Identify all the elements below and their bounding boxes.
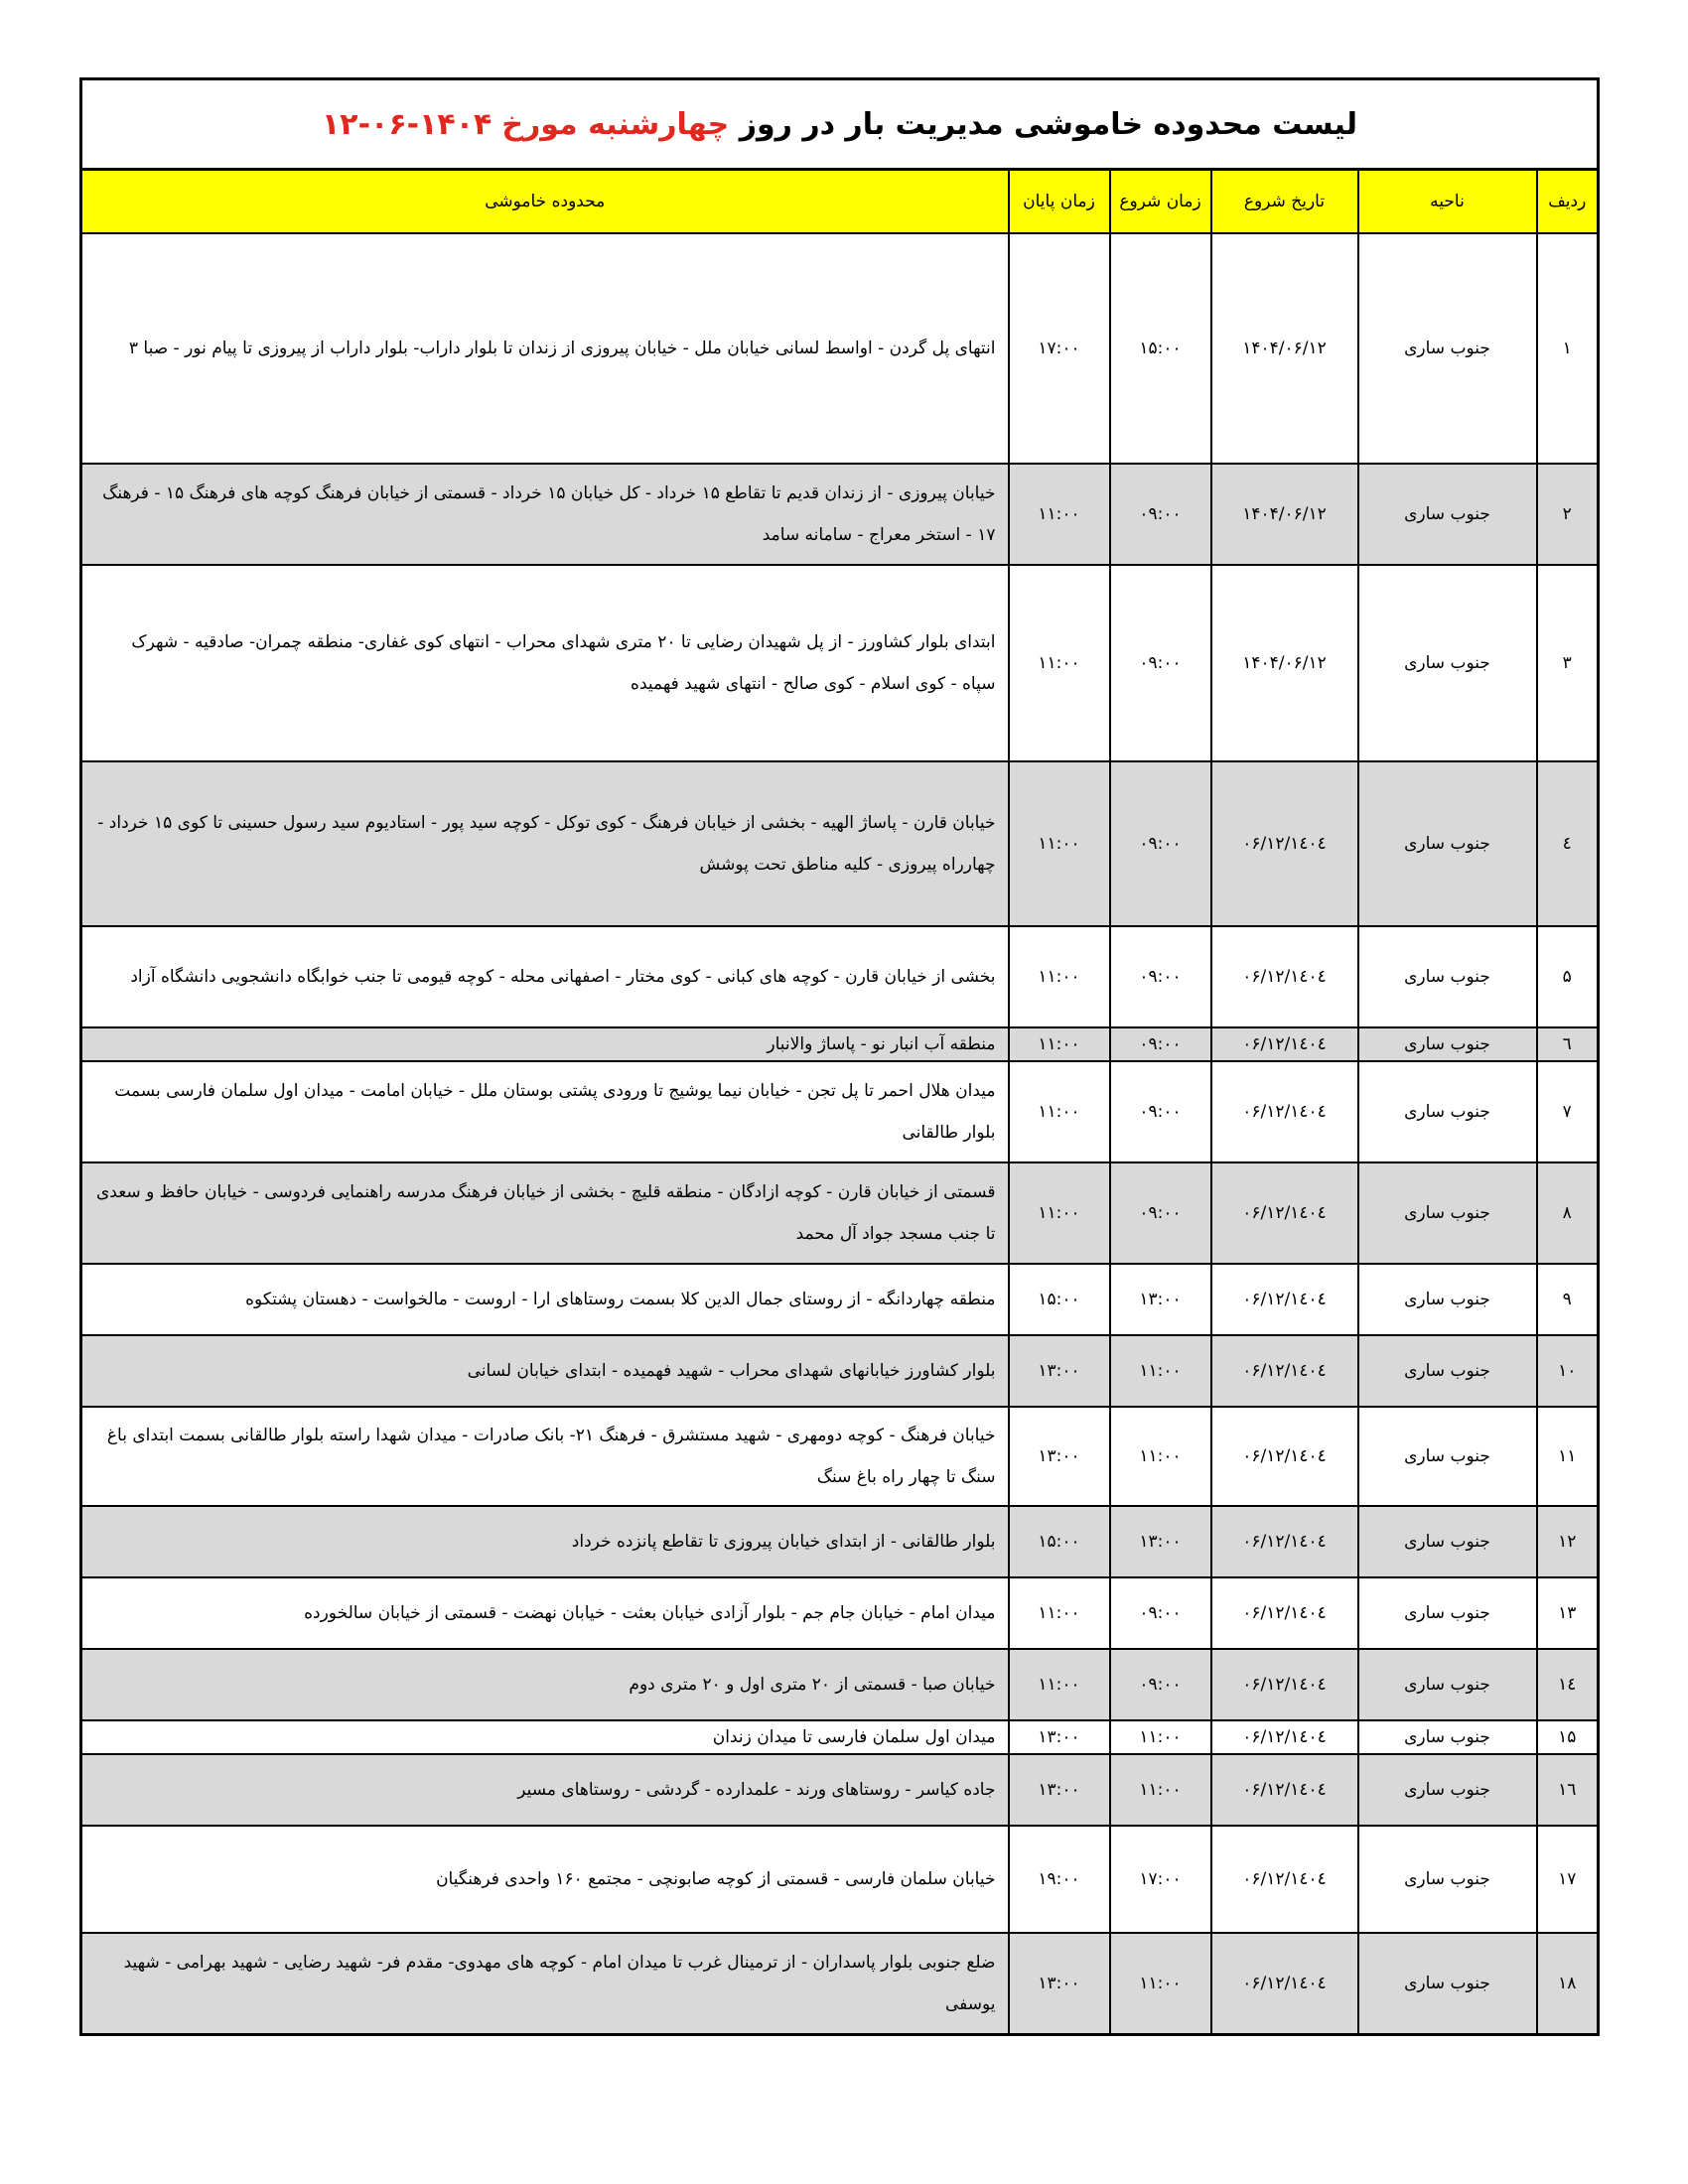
cell-area: خیابان سلمان فارسی - قسمتی از کوچه صابونچی - مجتمع ۱۶۰ واحدی فرهنگیان [81,1826,1009,1933]
table-row [81,1826,1599,1933]
cell-area: خیابان پیروزی - از زندان قدیم تا تقاطع ۱۵ خرداد - کل خیابان ۱۵ خرداد - قسمتی از خیابان فرهنگ کوچه های فرهنگ ۱۵ - فرهنگ ۱۷ - استخر معراج - سامانه سامد [81,464,1009,565]
cell-area: بلوار کشاورز خیابانهای شهدای محراب - شهید فهمیده - ابتدای خیابان لسانی [81,1335,1009,1407]
cell-row-number: ۱۵ [1537,1720,1599,1754]
cell-area: منطقه آب انبار نو - پاساژ والانبار [81,1027,1009,1061]
cell-start-time: ۱۳:۰۰ [1110,1506,1211,1577]
table-row [81,1933,1599,2034]
cell-start-time: ۱۱:۰۰ [1110,1754,1211,1826]
cell-row-number: ۷ [1537,1061,1599,1162]
cell-start-date: ۱٤۰٤/۰۶/۱۲ [1211,1407,1358,1506]
cell-district: جنوب ساری [1358,1027,1537,1061]
cell-district: جنوب ساری [1358,1826,1537,1933]
title-dated: مورخ [501,106,578,142]
cell-area: ابتدای بلوار کشاورز - از پل شهیدان رضایی تا ۲۰ متری شهدای محراب - انتهای کوی غفاری- منطقه چمران- صادقیه - شهرک سپاه - کوی اسلام - کوی صالح - انتهای شهید فهمیده [81,565,1009,761]
table-row [81,1720,1599,1754]
cell-start-time: ۱۵:۰۰ [1110,233,1211,464]
cell-end-time: ۱۳:۰۰ [1009,1720,1110,1754]
table-row [81,565,1599,761]
cell-end-time: ۱۹:۰۰ [1009,1826,1110,1933]
cell-area: خیابان قارن - پاساژ الهیه - بخشی از خیابان فرهنگ - کوی توکل - کوچه سید پور - استادیوم سید رسول حسینی تا کوی ۱۵ خرداد - چهارراه پیروزی - کلیه مناطق تحت پوشش [81,761,1009,926]
table-body [81,233,1599,2034]
outage-table [79,168,1600,2036]
header-area: محدوده خاموشی [81,170,1009,234]
cell-row-number: ۱۸ [1537,1933,1599,2034]
header-start-time: زمان شروع [1110,170,1211,234]
table-row [81,1649,1599,1720]
cell-start-date: ۱۴۰۴/۰۶/۱۲ [1211,464,1358,565]
cell-end-time: ۱۵:۰۰ [1009,1264,1110,1335]
cell-start-time: ۰۹:۰۰ [1110,565,1211,761]
cell-end-time: ۱۱:۰۰ [1009,464,1110,565]
cell-end-time: ۱۵:۰۰ [1009,1506,1110,1577]
cell-area: میدان اول سلمان فارسی تا میدان زندان [81,1720,1009,1754]
cell-start-time: ۱۱:۰۰ [1110,1720,1211,1754]
cell-district: جنوب ساری [1358,233,1537,464]
cell-area: انتهای پل گردن - اواسط لسانی خیابان ملل - خیابان پیروزی از زندان تا بلوار داراب- بلوار داراب از پیروزی تا پیام نور - صبا ۳ [81,233,1009,464]
cell-row-number: ٤ [1537,761,1599,926]
header-start-date: تاریخ شروع [1211,170,1358,234]
cell-start-date: ۱٤۰٤/۰۶/۱۲ [1211,1826,1358,1933]
table-row [81,1264,1599,1335]
table-row [81,1061,1599,1162]
table-row [81,1577,1599,1649]
cell-start-date: ۱٤۰٤/۰۶/۱۲ [1211,761,1358,926]
cell-district: جنوب ساری [1358,1407,1537,1506]
table-row [81,1335,1599,1407]
cell-end-time: ۱۱:۰۰ [1009,761,1110,926]
cell-area: میدان امام - خیابان جام جم - بلوار آزادی خیابان بعثت - خیابان نهضت - قسمتی از خیابان سالخورده [81,1577,1009,1649]
cell-row-number: ۳ [1537,565,1599,761]
table-row [81,926,1599,1027]
cell-start-date: ۱۴۰۴/۰۶/۱۲ [1211,233,1358,464]
table-row [81,1162,1599,1264]
outage-sheet [79,77,1600,2036]
cell-row-number: ۱ [1537,233,1599,464]
cell-start-date: ۱٤۰٤/۰۶/۱۲ [1211,1162,1358,1264]
cell-end-time: ۱۳:۰۰ [1009,1407,1110,1506]
cell-start-date: ۱٤۰٤/۰۶/۱۲ [1211,1335,1358,1407]
cell-start-time: ۰۹:۰۰ [1110,1162,1211,1264]
cell-row-number: ۱٦ [1537,1754,1599,1826]
cell-area: خیابان فرهنگ - کوچه دومهری - شهید مستشرق - فرهنگ ۲۱- بانک صادرات - میدان شهدا راسته بلوار طالقانی بسمت ابتدای باغ سنگ تا چهار راه باغ سنگ [81,1407,1009,1506]
cell-end-time: ۱۱:۰۰ [1009,926,1110,1027]
cell-area: بلوار طالقانی - از ابتدای خیابان پیروزی تا تقاطع پانزده خرداد [81,1506,1009,1577]
title-main: لیست محدوده خاموشی مدیریت بار در روز [739,106,1358,142]
cell-end-time: ۱۱:۰۰ [1009,1649,1110,1720]
cell-row-number: ٦ [1537,1027,1599,1061]
cell-end-time: ۱۳:۰۰ [1009,1933,1110,2034]
cell-start-date: ۱٤۰٤/۰۶/۱۲ [1211,1577,1358,1649]
cell-start-time: ۰۹:۰۰ [1110,1061,1211,1162]
header-district: ناحیه [1358,170,1537,234]
table-header-row [81,170,1599,234]
cell-district: جنوب ساری [1358,1649,1537,1720]
cell-row-number: ۱۱ [1537,1407,1599,1506]
cell-area: بخشی از خیابان قارن - کوچه های کبانی - کوی مختار - اصفهانی محله - کوچه قیومی تا جنب خوابگاه دانشجویی دانشگاه آزاد [81,926,1009,1027]
cell-district: جنوب ساری [1358,464,1537,565]
cell-row-number: ۹ [1537,1264,1599,1335]
cell-district: جنوب ساری [1358,1506,1537,1577]
cell-start-date: ۱۴۰۴/۰۶/۱۲ [1211,565,1358,761]
cell-row-number: ۱۷ [1537,1826,1599,1933]
table-row [81,1407,1599,1506]
cell-end-time: ۱۱:۰۰ [1009,1027,1110,1061]
cell-district: جنوب ساری [1358,1720,1537,1754]
cell-start-date: ۱٤۰٤/۰۶/۱۲ [1211,1754,1358,1826]
cell-area: قسمتی از خیابان قارن - کوچه ازادگان - منطقه قلیچ - بخشی از خیابان فرهنگ مدرسه راهنمایی فردوسی - خیابان حافظ و سعدی تا جنب مسجد جواد آل محمد [81,1162,1009,1264]
cell-row-number: ۲ [1537,464,1599,565]
cell-start-time: ۱۱:۰۰ [1110,1335,1211,1407]
cell-start-time: ۱۱:۰۰ [1110,1407,1211,1506]
cell-start-time: ۱۱:۰۰ [1110,1933,1211,2034]
cell-end-time: ۱۷:۰۰ [1009,233,1110,464]
cell-district: جنوب ساری [1358,565,1537,761]
cell-end-time: ۱۳:۰۰ [1009,1335,1110,1407]
cell-start-time: ۰۹:۰۰ [1110,1577,1211,1649]
table-row [81,233,1599,464]
cell-district: جنوب ساری [1358,926,1537,1027]
cell-area: جاده کیاسر - روستاهای ورند - علمدارده - گردشی - روستاهای مسیر [81,1754,1009,1826]
cell-district: جنوب ساری [1358,1577,1537,1649]
cell-row-number: ۸ [1537,1162,1599,1264]
cell-row-number: ۵ [1537,926,1599,1027]
header-row-number: ردیف [1537,170,1599,234]
cell-start-date: ۱٤۰٤/۰۶/۱۲ [1211,1264,1358,1335]
cell-district: جنوب ساری [1358,1335,1537,1407]
cell-start-date: ۱٤۰٤/۰۶/۱۲ [1211,1061,1358,1162]
cell-start-time: ۰۹:۰۰ [1110,761,1211,926]
cell-start-date: ۱٤۰٤/۰۶/۱۲ [1211,1027,1358,1061]
cell-start-time: ۱۳:۰۰ [1110,1264,1211,1335]
page-title [79,77,1600,168]
cell-district: جنوب ساری [1358,1162,1537,1264]
cell-start-time: ۰۹:۰۰ [1110,926,1211,1027]
table-row [81,464,1599,565]
cell-area: میدان هلال احمر تا پل تجن - خیابان نیما یوشیج تا ورودی پشتی بوستان ملل - خیابان امامت - میدان اول سلمان فارسی بسمت بلوار طالقانی [81,1061,1009,1162]
table-row [81,1027,1599,1061]
cell-end-time: ۱۱:۰۰ [1009,1061,1110,1162]
cell-area: ضلع جنوبی بلوار پاسداران - از ترمینال غرب تا میدان امام - کوچه های مهدوی- مقدم فر- شهید رضایی - شهید بهرامی - شهید یوسفی [81,1933,1009,2034]
cell-district: جنوب ساری [1358,761,1537,926]
cell-end-time: ۱۳:۰۰ [1009,1754,1110,1826]
cell-start-time: ۰۹:۰۰ [1110,464,1211,565]
cell-start-time: ۱۷:۰۰ [1110,1826,1211,1933]
cell-start-date: ۱٤۰٤/۰۶/۱۲ [1211,1720,1358,1754]
cell-row-number: ۱٤ [1537,1649,1599,1720]
cell-end-time: ۱۱:۰۰ [1009,565,1110,761]
cell-row-number: ۱۳ [1537,1577,1599,1649]
cell-district: جنوب ساری [1358,1061,1537,1162]
cell-end-time: ۱۱:۰۰ [1009,1577,1110,1649]
cell-start-time: ۰۹:۰۰ [1110,1027,1211,1061]
table-row [81,761,1599,926]
cell-row-number: ۱۲ [1537,1506,1599,1577]
cell-end-time: ۱۱:۰۰ [1009,1162,1110,1264]
title-day: چهارشنبه [588,106,730,142]
cell-start-time: ۰۹:۰۰ [1110,1649,1211,1720]
cell-row-number: ۱۰ [1537,1335,1599,1407]
cell-area: منطقه چهاردانگه - از روستای جمال الدین کلا بسمت روستاهای ارا - اروست - مالخواست - دهستان پشتکوه [81,1264,1009,1335]
cell-area: خیابان صبا - قسمتی از ۲۰ متری اول و ۲۰ متری دوم [81,1649,1009,1720]
cell-start-date: ۱٤۰٤/۰۶/۱۲ [1211,926,1358,1027]
table-row [81,1506,1599,1577]
cell-district: جنوب ساری [1358,1933,1537,2034]
cell-district: جنوب ساری [1358,1264,1537,1335]
title-date: ۱۲-۰۶-۱۴۰۴ [321,106,492,142]
cell-start-date: ۱٤۰٤/۰۶/۱۲ [1211,1933,1358,2034]
cell-start-date: ۱٤۰٤/۰۶/۱۲ [1211,1506,1358,1577]
table-row [81,1754,1599,1826]
header-end-time: زمان پایان [1009,170,1110,234]
cell-start-date: ۱٤۰٤/۰۶/۱۲ [1211,1649,1358,1720]
cell-district: جنوب ساری [1358,1754,1537,1826]
